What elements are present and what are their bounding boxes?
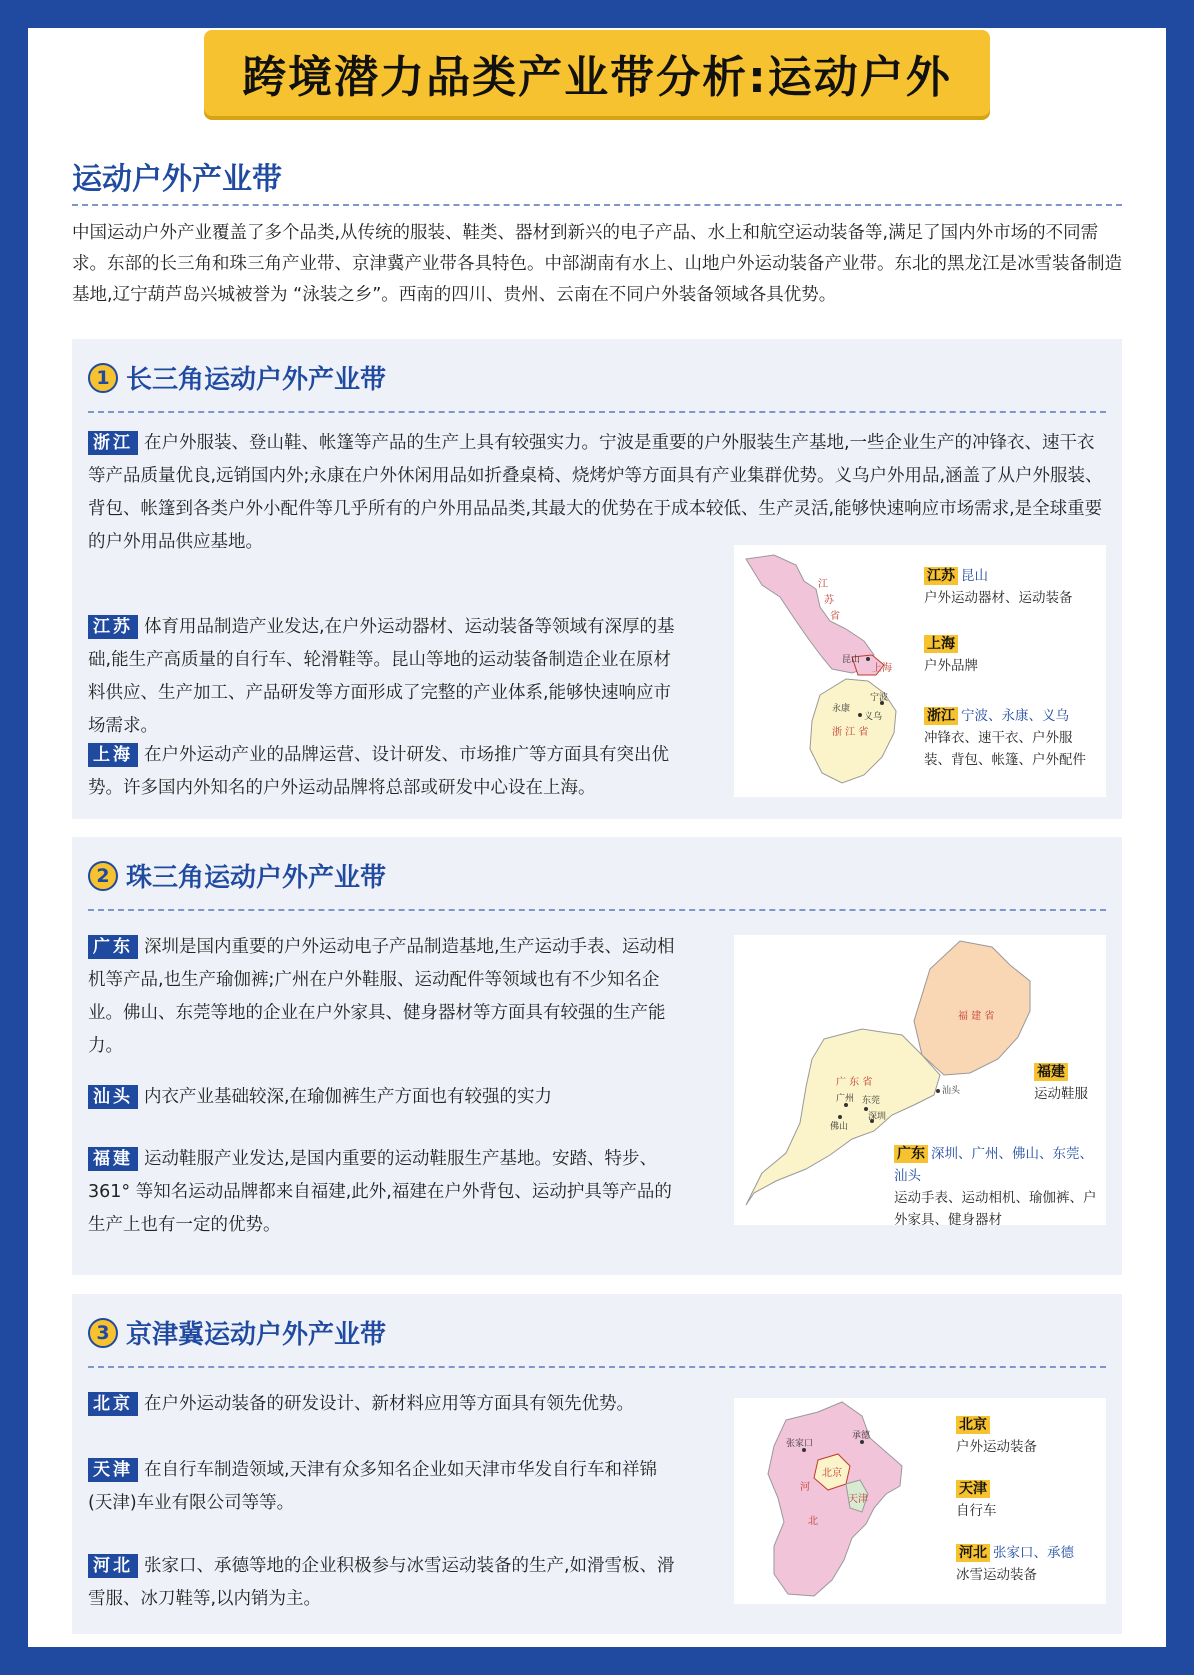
para-text: 张家口、承德等地的企业积极参与冰雪运动装备的生产,如滑雪板、滑雪服、冰刀鞋等,以内销为主。 <box>88 1556 675 1609</box>
legend-desc: 户外运动装备 <box>956 1439 1037 1455</box>
para-text: 在自行车制造领域,天津有众多知名企业如天津市华发自行车和祥锦(天津)车业有限公司等等。 <box>88 1460 658 1513</box>
para-jiangsu <box>88 611 678 743</box>
map-panel-pearl <box>734 935 1106 1228</box>
section-header <box>88 359 386 396</box>
section-pearl-delta <box>72 837 1122 1275</box>
section-number: 3 <box>88 1318 118 1348</box>
section-title: 长三角运动户外产业带 <box>126 365 387 395</box>
para-text: 在户外服装、登山鞋、帐篷等产品的生产上具有较强实力。宁波是重要的户外服装生产基地,一些企业生产的冲锋衣、速干衣等产品质量优良,远销国内外;永康在户外休闲用品如折叠桌椅、烧烤炉等方面具有产业集群优势。义乌户外用品,涵盖了从户外服装、背包、帐篷到各类户外小配件等几乎所有的户外用品品类,其最大的优势在于成本较低、生产灵活,能够快速响应市场需求,是全球重要的户外用品供应基地。 <box>88 433 1103 552</box>
jingjinji-map <box>734 1398 934 1604</box>
legend-cities: 深圳、广州、佛山、东莞、汕头 <box>894 1146 1093 1184</box>
legend-zhejiang <box>924 705 1094 771</box>
map-label: 宁波 <box>870 693 889 703</box>
legend-desc: 运动手表、运动相机、瑜伽裤、户外家具、健身器材 <box>894 1190 1097 1228</box>
para-tianjin <box>88 1454 678 1520</box>
divider <box>72 204 1122 206</box>
province-tag: 上海 <box>88 743 138 767</box>
section-number: 2 <box>88 861 118 891</box>
legend-desc: 自行车 <box>956 1503 997 1519</box>
map-panel-yangtze <box>734 545 1106 797</box>
para-text: 在户外运动产业的品牌运营、设计研发、市场推广等方面具有突出优势。许多国内外知名的户外运动品牌将总部或研发中心设在上海。 <box>88 745 669 798</box>
legend-guangdong <box>894 1143 1100 1231</box>
legend-tag: 广东 <box>894 1145 928 1163</box>
para-fujian <box>88 1143 678 1242</box>
legend-tag: 北京 <box>956 1416 990 1434</box>
legend-desc: 户外运动器材、运动装备 <box>924 590 1073 606</box>
intro-text: 中国运动户外产业覆盖了多个品类,从传统的服装、鞋类、器材到新兴的电子产品、水上和航空运动装备等,满足了国内外市场的不同需求。东部的长三角和珠三角产业带、京津冀产业带各具特色。中部湖南有水上、山地户外运动装备产业带。东北的黑龙江是冰雪装备制造基地,辽宁葫芦岛兴城被誉为 “泳装之乡”。西南的四川、贵州、云南在不同户外装备领域各具优势。 <box>72 223 1122 305</box>
city-dot-yiwu <box>858 713 862 717</box>
map-label: 北 <box>808 1516 818 1527</box>
legend-tag: 福建 <box>1034 1063 1068 1081</box>
section-header <box>88 857 386 894</box>
title-banner <box>204 30 990 116</box>
para-beijing <box>88 1388 678 1421</box>
divider <box>88 909 1106 911</box>
province-tag: 河北 <box>88 1554 138 1578</box>
map-label: 东莞 <box>862 1096 881 1106</box>
intro-heading: 运动户外产业带 <box>72 162 282 197</box>
legend-cities: 昆山 <box>961 568 988 584</box>
legend-fujian <box>1034 1061 1088 1105</box>
legend-tag: 天津 <box>956 1480 990 1498</box>
province-tag: 北京 <box>88 1392 138 1416</box>
legend-desc: 户外品牌 <box>924 658 978 674</box>
section-header <box>88 1314 386 1351</box>
province-tag: 江苏 <box>88 615 138 639</box>
legend-tag: 河北 <box>956 1544 990 1562</box>
map-label: 张家口 <box>786 1439 814 1449</box>
map-label: 佛山 <box>830 1122 849 1132</box>
province-tag: 天津 <box>88 1458 138 1482</box>
legend-hebei <box>956 1542 1074 1586</box>
yangtze-map <box>734 545 914 797</box>
para-text: 体育用品制造产业发达,在户外运动器材、运动装备等领域有深厚的基础,能生产高质量的自行车、轮滑鞋等。昆山等地的运动装备制造企业在原材料供应、生产加工、产品研发等方面形成了完整的产业体系,能够快速响应市场需求。 <box>88 617 675 736</box>
city-dot-dongguan <box>864 1107 868 1111</box>
map-label: 河 <box>800 1482 810 1493</box>
divider <box>88 411 1106 413</box>
divider <box>88 1366 1106 1368</box>
legend-tianjin <box>956 1478 997 1522</box>
para-text: 深圳是国内重要的户外运动电子产品制造基地,生产运动手表、运动相机等产品,也生产瑜伽裤;广州在户外鞋服、运动配件等领域也有不少知名企业。佛山、东莞等地的企业在户外家具、健身器材等方面具有较强的生产能力。 <box>88 937 675 1056</box>
map-label: 苏 <box>824 595 834 606</box>
para-guangdong <box>88 931 678 1063</box>
map-panel-jingjinji <box>734 1398 1106 1604</box>
page <box>28 28 1166 1647</box>
province-tag: 浙江 <box>88 431 138 455</box>
legend-beijing <box>956 1414 1037 1458</box>
hebei-shape <box>768 1402 902 1596</box>
legend-jiangsu <box>924 565 1073 609</box>
legend-tag: 上海 <box>924 635 958 653</box>
para-hebei <box>88 1550 678 1616</box>
city-dot-foshan <box>838 1115 842 1119</box>
section-yangtze-delta <box>72 339 1122 819</box>
legend-cities: 宁波、永康、义乌 <box>961 708 1069 724</box>
para-text: 运动鞋服产业发达,是国内重要的运动鞋服生产基地。安踏、特步、361° 等知名运动品牌都来自福建,此外,福建在户外背包、运动护具等产品的生产上也有一定的优势。 <box>88 1149 672 1235</box>
legend-desc: 冲锋衣、速干衣、户外服装、背包、帐篷、户外配件 <box>924 730 1086 768</box>
map-label: 浙 江 省 <box>832 727 869 738</box>
map-label: 广州 <box>836 1094 855 1104</box>
province-tag: 汕头 <box>88 1085 138 1109</box>
map-label: 江 <box>818 579 828 590</box>
map-label: 北京 <box>822 1468 842 1479</box>
para-shanghai <box>88 739 678 805</box>
para-zhejiang <box>88 427 1106 559</box>
legend-desc: 冰雪运动装备 <box>956 1567 1037 1583</box>
province-tag: 广东 <box>88 935 138 959</box>
map-label: 广 东 省 <box>836 1077 873 1088</box>
fujian-shape <box>914 941 1030 1075</box>
para-text: 内衣产业基础较深,在瑜伽裤生产方面也有较强的实力 <box>144 1087 553 1107</box>
legend-desc: 运动鞋服 <box>1034 1086 1088 1102</box>
city-dot-shantou <box>936 1089 940 1093</box>
map-label: 汕头 <box>942 1086 961 1096</box>
map-label: 福 建 省 <box>958 1011 995 1022</box>
map-label: 深圳 <box>868 1112 887 1122</box>
legend-tag: 江苏 <box>924 567 958 585</box>
section-jingjinji <box>72 1294 1122 1634</box>
legend-shanghai <box>924 633 978 677</box>
map-label: 承德 <box>852 1431 871 1441</box>
city-dot-kunshan <box>866 657 870 661</box>
section-number: 1 <box>88 363 118 393</box>
section-title: 珠三角运动户外产业带 <box>126 863 387 893</box>
para-shantou <box>88 1081 678 1114</box>
province-tag: 福建 <box>88 1147 138 1171</box>
legend-tag: 浙江 <box>924 707 958 725</box>
section-title: 京津冀运动户外产业带 <box>126 1320 387 1350</box>
map-label: 上海 <box>872 663 892 674</box>
map-label: 永康 <box>832 704 851 714</box>
map-label: 省 <box>830 611 840 622</box>
map-label: 昆山 <box>842 655 861 665</box>
page-title: 跨境潜力品类产业带分析:运动户外 <box>242 52 952 103</box>
para-text: 在户外运动装备的研发设计、新材料应用等方面具有领先优势。 <box>144 1394 634 1414</box>
map-label: 义乌 <box>864 712 883 722</box>
map-label: 天津 <box>848 1494 868 1505</box>
legend-cities: 张家口、承德 <box>993 1545 1074 1561</box>
